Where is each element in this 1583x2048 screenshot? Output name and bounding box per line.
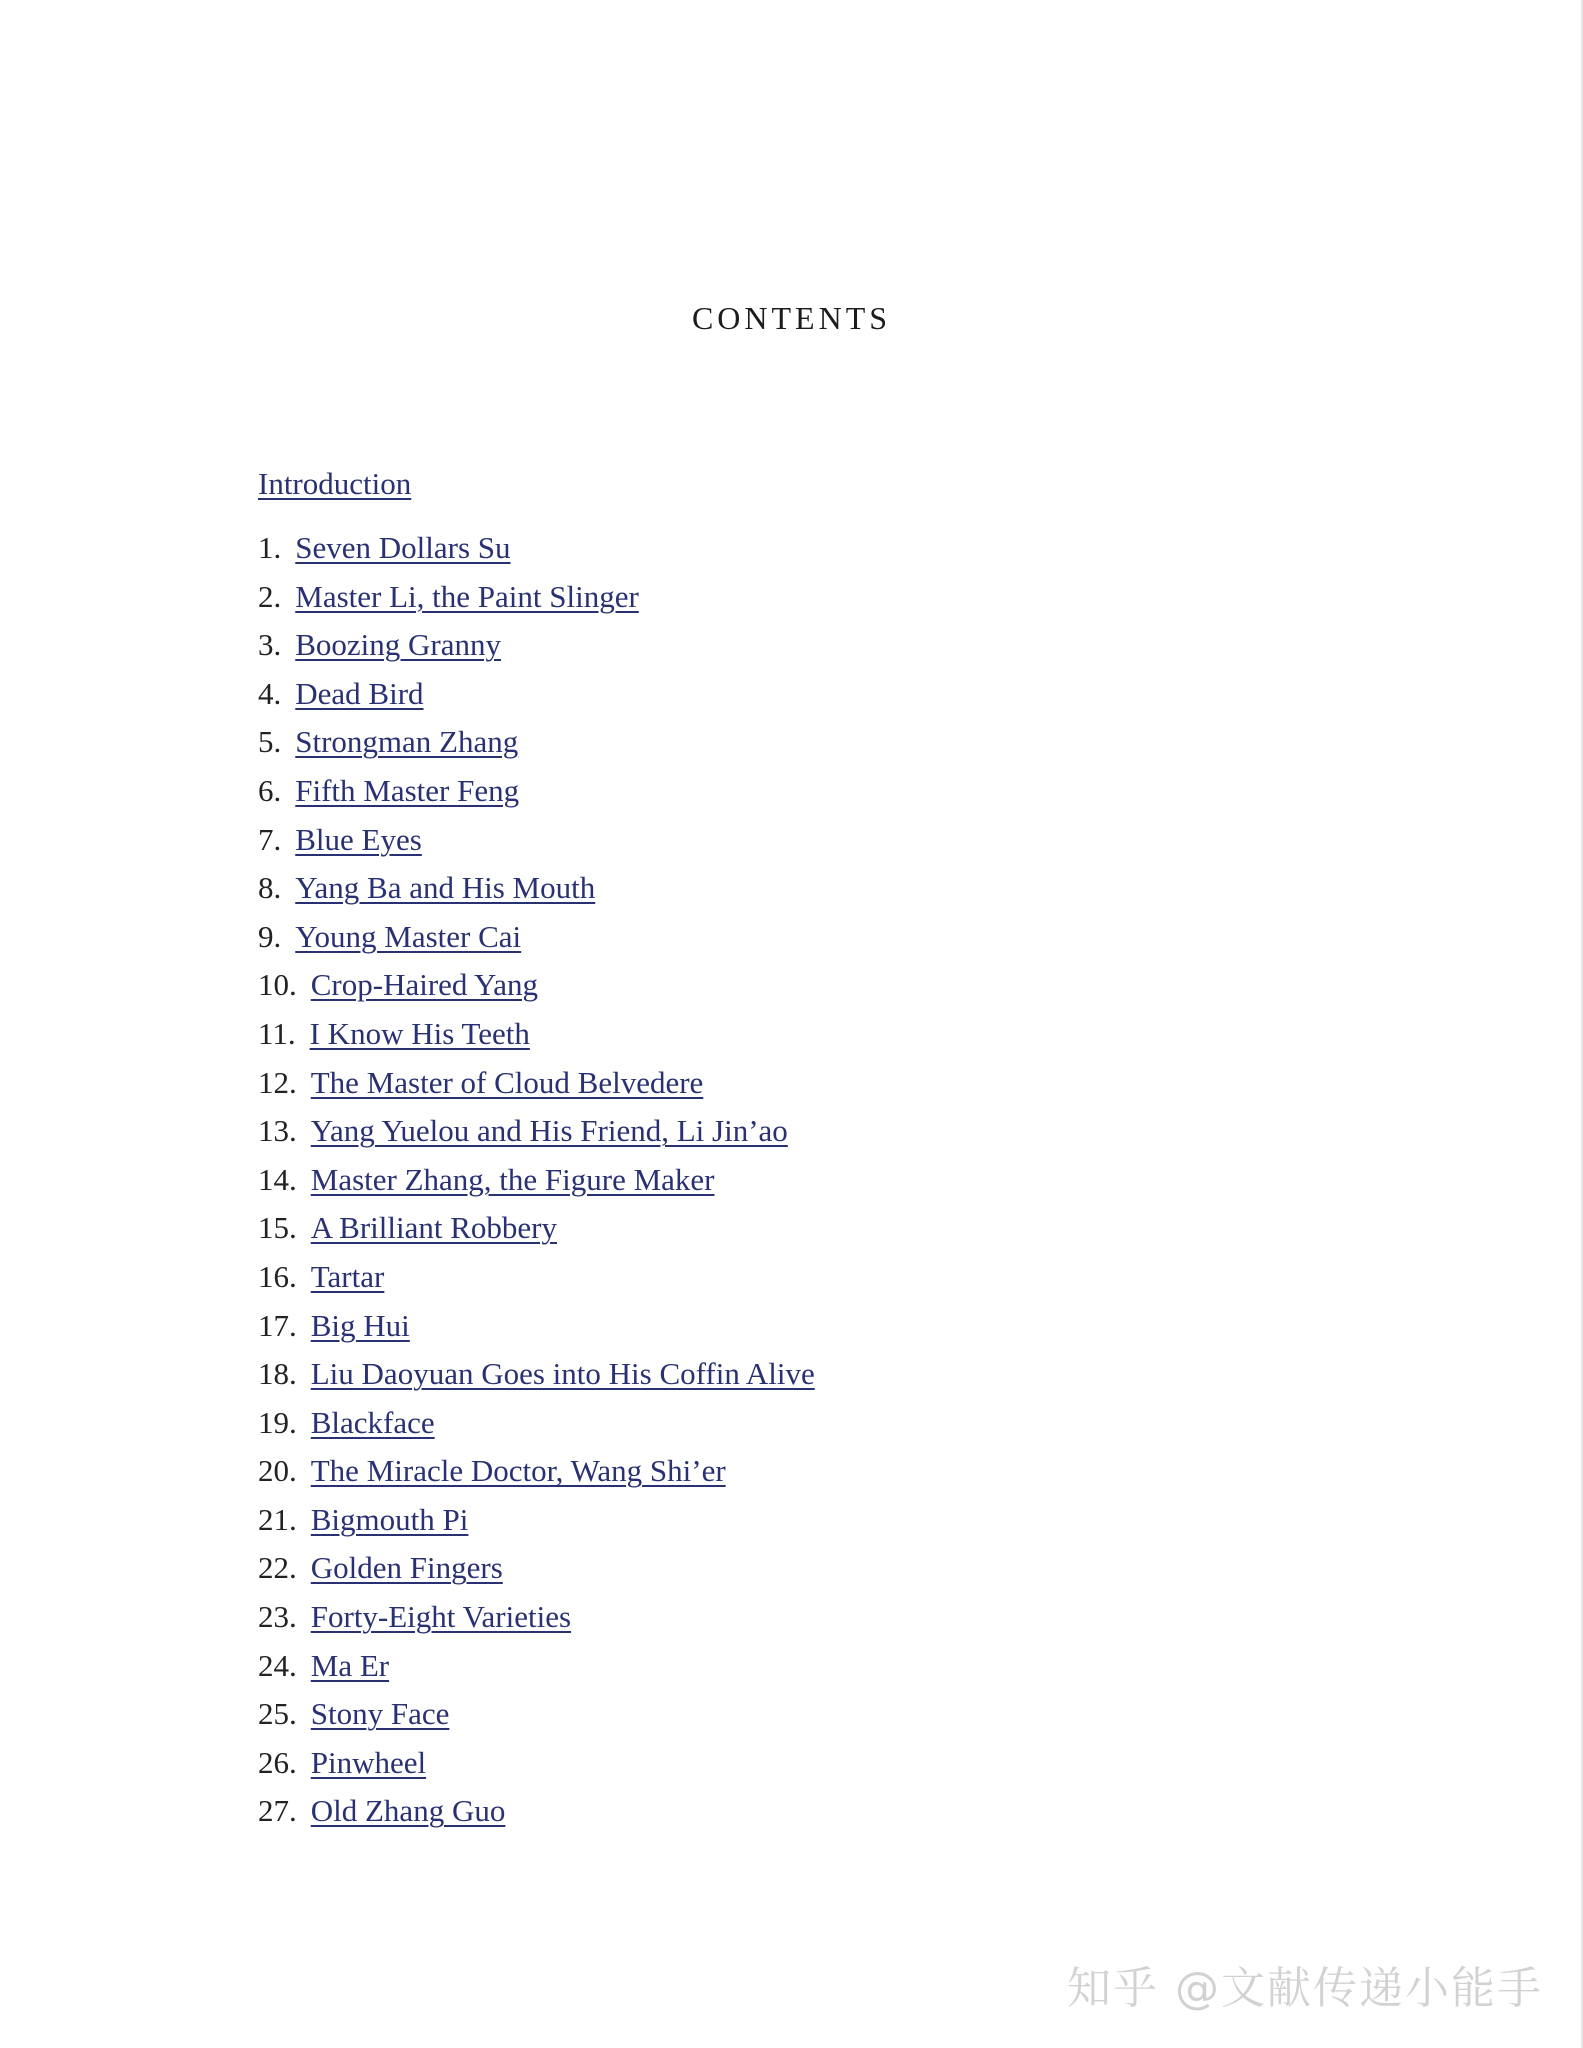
- toc-entry-link[interactable]: Ma Er: [310, 1647, 390, 1683]
- toc-entry: [258, 1210, 815, 1259]
- toc-entry: [258, 773, 815, 822]
- toc-entry-number: 3.: [258, 627, 282, 663]
- toc-entry-number: 5.: [258, 724, 282, 760]
- toc-entry-number: 15.: [258, 1210, 297, 1246]
- toc-entry-link[interactable]: Old Zhang Guo: [310, 1793, 506, 1829]
- toc-entry: [258, 967, 815, 1016]
- toc-entry: [258, 1113, 815, 1162]
- toc-entry: [258, 1405, 815, 1454]
- toc-entry: [258, 724, 815, 773]
- toc-entry-link[interactable]: Forty-Eight Varieties: [310, 1599, 572, 1635]
- toc-entry-link[interactable]: Seven Dollars Su: [295, 530, 511, 565]
- toc-entry: [258, 1162, 815, 1211]
- toc-entry-link[interactable]: Liu Daoyuan Goes into His Coffin Alive: [310, 1356, 815, 1392]
- toc-entry-number: 27.: [258, 1793, 297, 1829]
- toc-entry-number: 13.: [258, 1113, 297, 1149]
- toc-entry-link[interactable]: Fifth Master Feng: [295, 772, 520, 808]
- toc-entry: [258, 1065, 815, 1114]
- toc-entry: [258, 579, 815, 628]
- table-of-contents-list: [258, 530, 815, 1842]
- toc-entry-link[interactable]: I Know His Teeth: [309, 1015, 530, 1051]
- toc-entry: [258, 627, 815, 676]
- toc-entry-link[interactable]: Big Hui: [310, 1307, 410, 1343]
- toc-entry: [258, 870, 815, 919]
- toc-entry: [258, 1502, 815, 1551]
- toc-entry: [258, 1356, 815, 1405]
- toc-entry: [258, 1016, 815, 1065]
- toc-entry-number: 8.: [258, 870, 282, 906]
- page-title: CONTENTS: [691, 300, 892, 336]
- toc-entry: [258, 919, 815, 968]
- toc-entry-number: 19.: [258, 1404, 297, 1440]
- toc-entry-number: 24.: [258, 1647, 297, 1683]
- toc-entry-link[interactable]: Young Master Cai: [295, 918, 522, 954]
- toc-entry-link[interactable]: Crop-Haired Yang: [310, 967, 539, 1003]
- toc-entry: [258, 676, 815, 725]
- toc-entry: [258, 1793, 815, 1842]
- toc-entry-link[interactable]: The Miracle Doctor, Wang Shi’er: [310, 1453, 726, 1489]
- toc-entry-link[interactable]: Blackface: [310, 1404, 435, 1440]
- toc-entry: [258, 1648, 815, 1697]
- toc-entry-link[interactable]: Boozing Granny: [295, 627, 502, 663]
- toc-entry-number: 9.: [258, 918, 282, 954]
- toc-entry: [258, 1259, 815, 1308]
- toc-entry-number: 16.: [258, 1258, 297, 1294]
- toc-entry: [258, 1550, 815, 1599]
- toc-entry-number: 25.: [258, 1696, 297, 1732]
- toc-entry-number: 10.: [258, 967, 297, 1003]
- toc-entry-link[interactable]: Dead Bird: [295, 675, 424, 711]
- toc-entry-link[interactable]: A Brilliant Robbery: [310, 1210, 558, 1246]
- toc-entry-link[interactable]: Yang Yuelou and His Friend, Li Jin’ao: [310, 1113, 788, 1149]
- toc-entry-link[interactable]: Golden Fingers: [310, 1550, 503, 1586]
- toc-entry: [258, 1745, 815, 1794]
- toc-entry-number: 14.: [258, 1161, 297, 1197]
- toc-entry-number: 2.: [258, 578, 282, 614]
- toc-entry-link[interactable]: Blue Eyes: [295, 821, 422, 857]
- toc-entry: [258, 822, 815, 871]
- toc-entry-link[interactable]: Pinwheel: [310, 1744, 427, 1780]
- toc-entry-link[interactable]: Master Li, the Paint Slinger: [295, 578, 639, 614]
- toc-entry-number: 7.: [258, 821, 282, 857]
- introduction-link[interactable]: Introduction: [258, 466, 412, 501]
- toc-entry: [258, 1599, 815, 1648]
- toc-entry-number: 17.: [258, 1307, 297, 1343]
- toc-entry-number: 4.: [258, 675, 282, 711]
- toc-entry: [258, 530, 815, 579]
- toc-entry-number: 6.: [258, 772, 282, 808]
- toc-entry: [258, 1308, 815, 1357]
- toc-entry-link[interactable]: Tartar: [310, 1258, 385, 1294]
- toc-entry-number: 22.: [258, 1550, 297, 1586]
- toc-entry-link[interactable]: The Master of Cloud Belvedere: [310, 1064, 704, 1100]
- toc-entry-number: 11.: [258, 1015, 296, 1051]
- toc-entry-link[interactable]: Yang Ba and His Mouth: [295, 870, 596, 906]
- toc-entry-number: 1.: [258, 530, 282, 565]
- toc-entry-number: 23.: [258, 1599, 297, 1635]
- toc-entry: [258, 1696, 815, 1745]
- toc-entry-number: 20.: [258, 1453, 297, 1489]
- toc-entry-link[interactable]: Stony Face: [310, 1696, 450, 1732]
- toc-entry-number: 18.: [258, 1356, 297, 1392]
- toc-entry-number: 21.: [258, 1501, 297, 1537]
- toc-entry: [258, 1453, 815, 1502]
- toc-entry-number: 26.: [258, 1744, 297, 1780]
- watermark: 知乎 @文献传递小能手: [1067, 1963, 1543, 2014]
- toc-entry-link[interactable]: Bigmouth Pi: [310, 1501, 469, 1537]
- toc-entry-link[interactable]: Master Zhang, the Figure Maker: [310, 1161, 715, 1197]
- toc-entry-link[interactable]: Strongman Zhang: [295, 724, 519, 760]
- toc-entry-number: 12.: [258, 1064, 297, 1100]
